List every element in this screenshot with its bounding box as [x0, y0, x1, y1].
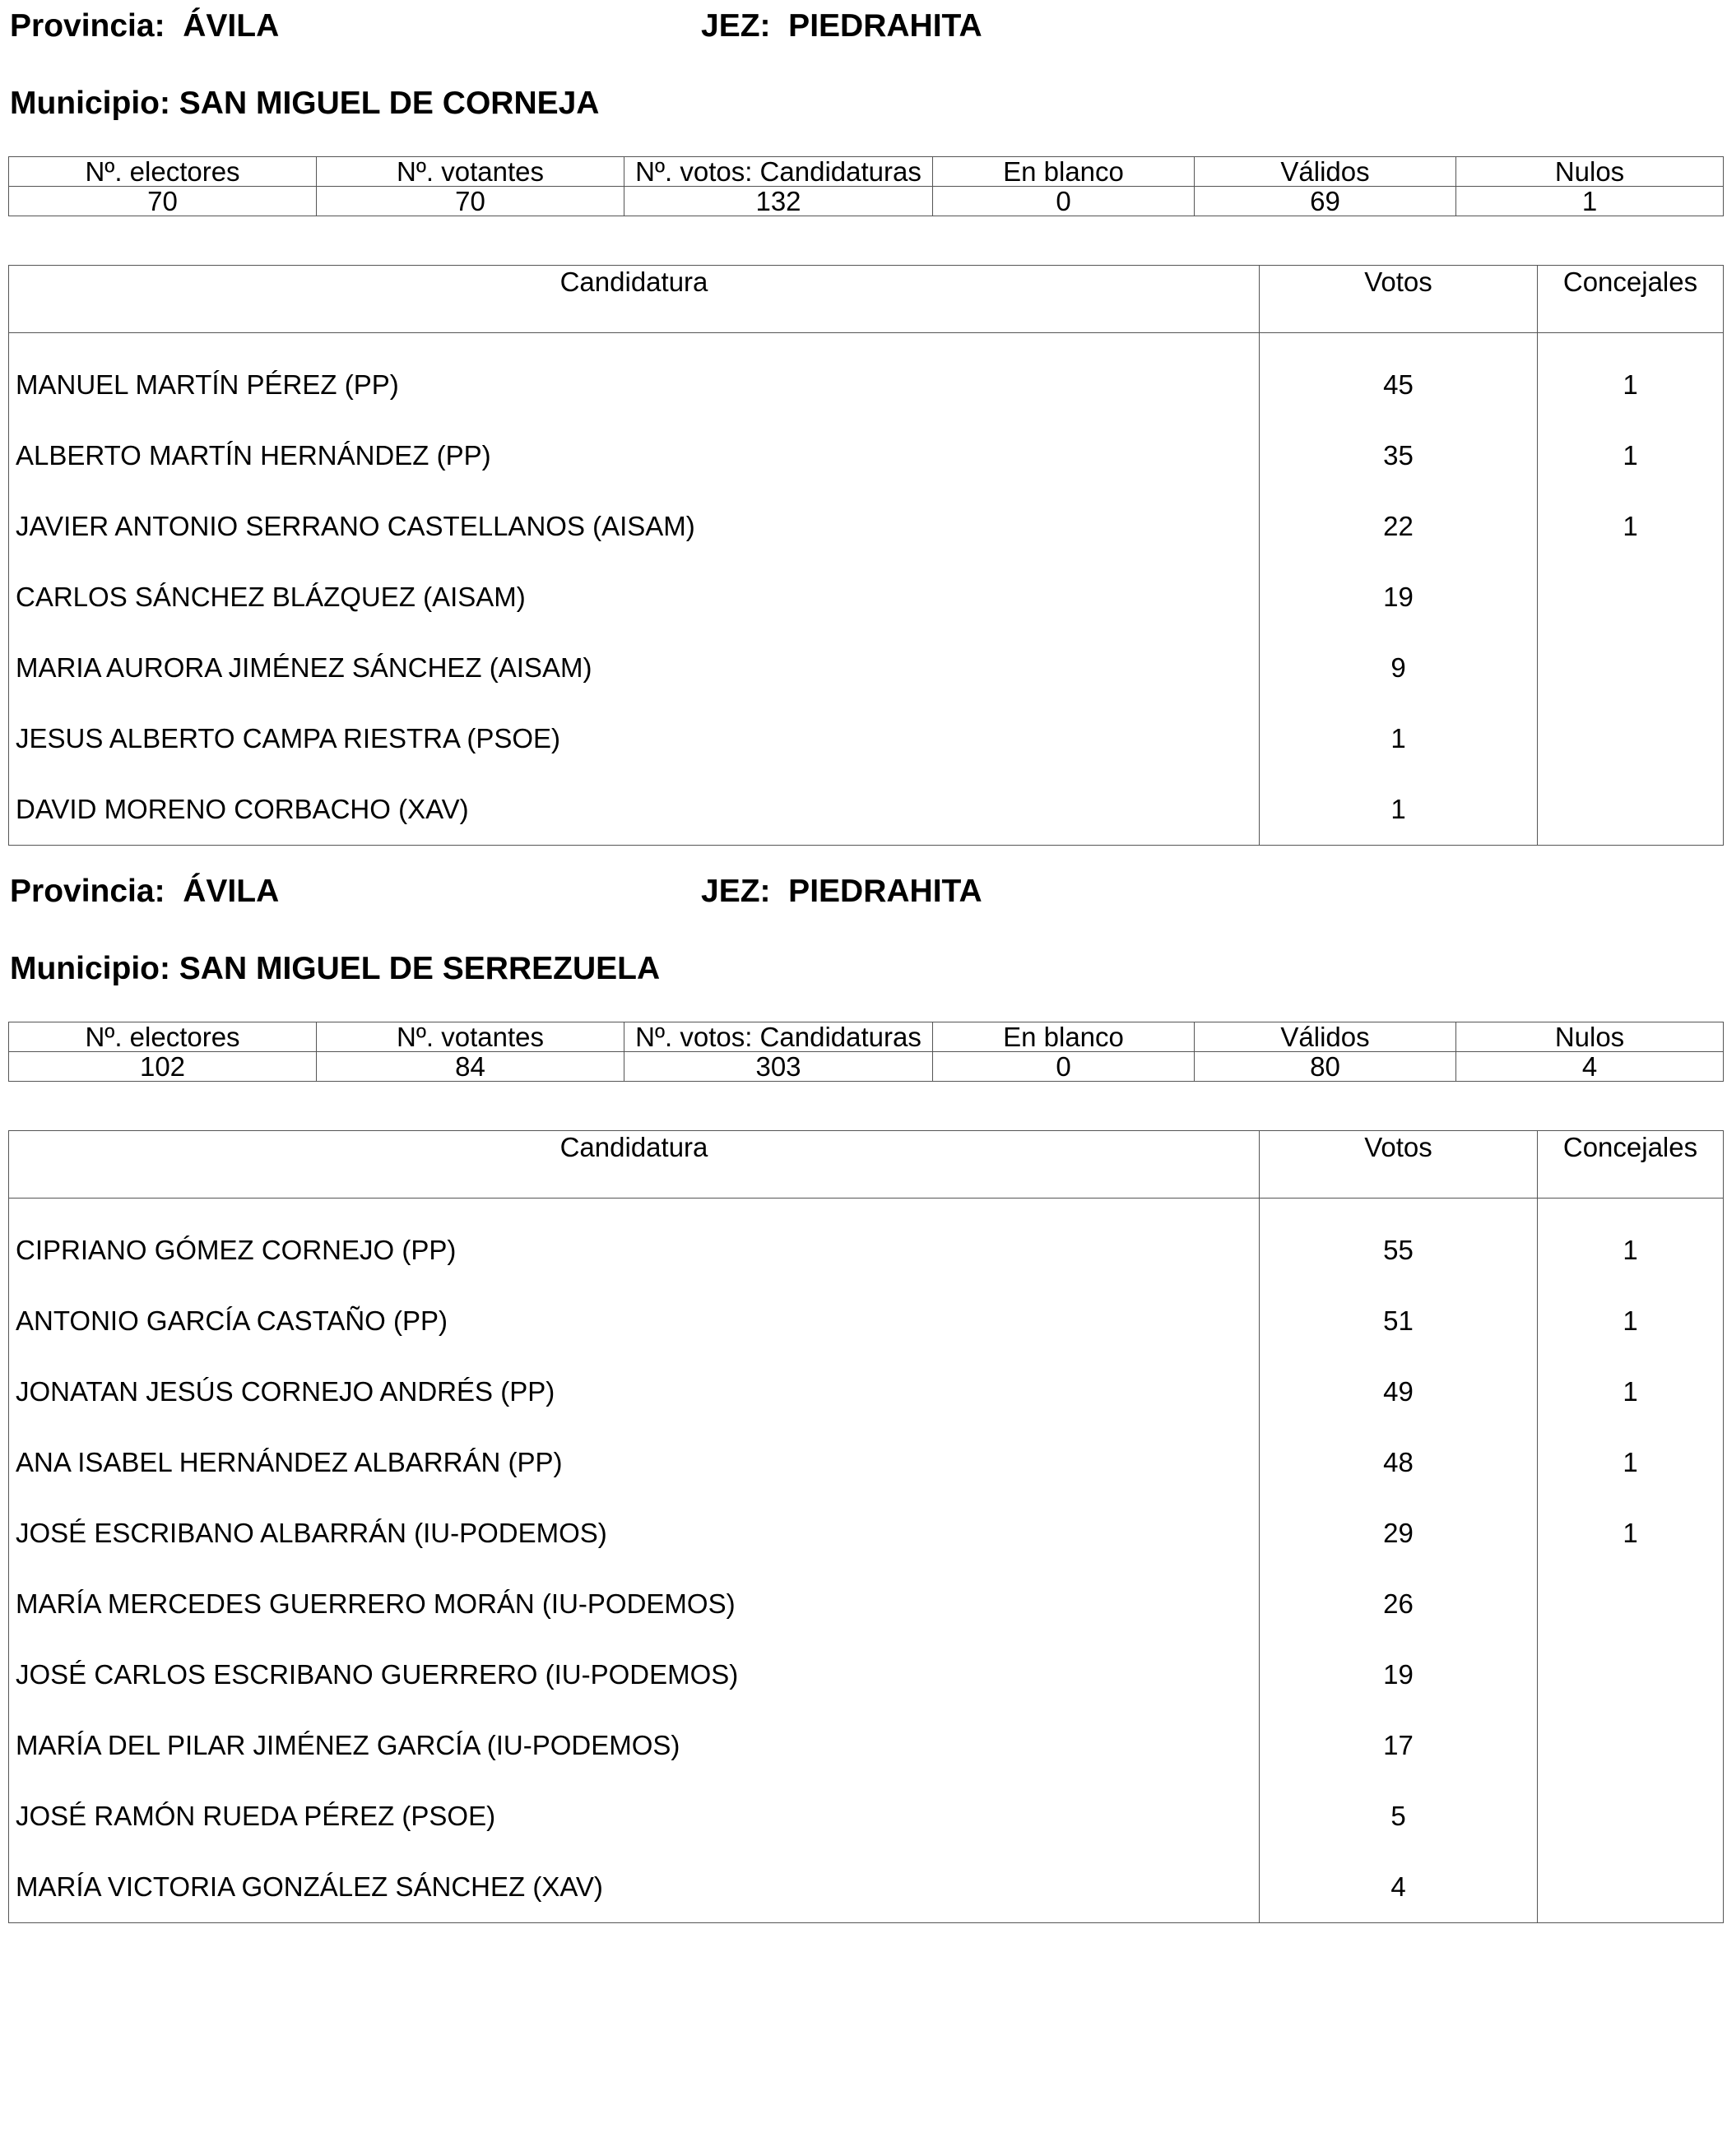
- candidate-seats: 1: [1538, 333, 1724, 421]
- header-nulos: Nulos: [1456, 157, 1724, 187]
- header-votantes: Nº. votantes: [317, 157, 624, 187]
- value-votos-candidaturas: 132: [624, 187, 933, 216]
- candidate-votes: 48: [1260, 1427, 1538, 1498]
- summary-value-row: [9, 187, 1724, 216]
- candidate-votes: 35: [1260, 420, 1538, 491]
- provincia-label: Provincia: ÁVILA: [10, 874, 280, 909]
- table-row: [9, 1286, 1724, 1356]
- provincia-label: Provincia: ÁVILA: [10, 8, 280, 44]
- candidate-seats: [1538, 774, 1724, 846]
- candidate-seats: [1538, 1639, 1724, 1710]
- jez-label: JEZ: PIEDRAHITA: [701, 874, 982, 909]
- value-nulos: 1: [1456, 187, 1724, 216]
- header-electores: Nº. electores: [9, 157, 317, 187]
- table-row: [9, 774, 1724, 846]
- header-votos: Votos: [1260, 266, 1538, 333]
- candidate-votes: 9: [1260, 633, 1538, 703]
- value-en-blanco: 0: [933, 187, 1195, 216]
- candidate-name: MARÍA VICTORIA GONZÁLEZ SÁNCHEZ (XAV): [9, 1852, 1260, 1923]
- value-votos-candidaturas: 303: [624, 1052, 933, 1082]
- table-row: [9, 1852, 1724, 1923]
- candidates-table: [8, 265, 1724, 846]
- header-concejales: Concejales: [1538, 266, 1724, 333]
- header-concejales: Concejales: [1538, 1131, 1724, 1199]
- candidate-seats: 1: [1538, 1286, 1724, 1356]
- candidate-seats: [1538, 1710, 1724, 1781]
- candidate-name: MANUEL MARTÍN PÉREZ (PP): [9, 333, 1260, 421]
- value-validos: 69: [1195, 187, 1456, 216]
- table-row: [9, 420, 1724, 491]
- candidate-name: ALBERTO MARTÍN HERNÁNDEZ (PP): [9, 420, 1260, 491]
- candidate-name: JAVIER ANTONIO SERRANO CASTELLANOS (AISAM): [9, 491, 1260, 562]
- table-row: [9, 1356, 1724, 1427]
- value-votantes: 70: [317, 187, 624, 216]
- candidate-votes: 17: [1260, 1710, 1538, 1781]
- candidate-votes: 45: [1260, 333, 1538, 421]
- value-nulos: 4: [1456, 1052, 1724, 1082]
- candidate-votes: 19: [1260, 1639, 1538, 1710]
- jez-label: JEZ: PIEDRAHITA: [701, 8, 982, 44]
- candidate-seats: 1: [1538, 1427, 1724, 1498]
- candidate-votes: 22: [1260, 491, 1538, 562]
- candidate-seats: 1: [1538, 420, 1724, 491]
- table-row: [9, 333, 1724, 421]
- candidate-name: JESUS ALBERTO CAMPA RIESTRA (PSOE): [9, 703, 1260, 774]
- table-row: [9, 1569, 1724, 1639]
- header-nulos: Nulos: [1456, 1022, 1724, 1052]
- candidate-votes: 55: [1260, 1199, 1538, 1287]
- candidate-seats: [1538, 1852, 1724, 1923]
- candidate-name: MARIA AURORA JIMÉNEZ SÁNCHEZ (AISAM): [9, 633, 1260, 703]
- summary-table: [8, 1022, 1724, 1082]
- candidates-table: [8, 1130, 1724, 1923]
- table-row: [9, 1710, 1724, 1781]
- table-row: [9, 1498, 1724, 1569]
- candidate-name: JONATAN JESÚS CORNEJO ANDRÉS (PP): [9, 1356, 1260, 1427]
- candidate-name: CARLOS SÁNCHEZ BLÁZQUEZ (AISAM): [9, 562, 1260, 633]
- summary-header-row: [9, 157, 1724, 187]
- candidate-votes: 49: [1260, 1356, 1538, 1427]
- candidate-seats: [1538, 1569, 1724, 1639]
- candidate-seats: [1538, 562, 1724, 633]
- candidate-name: DAVID MORENO CORBACHO (XAV): [9, 774, 1260, 846]
- candidate-name: JOSÉ RAMÓN RUEDA PÉREZ (PSOE): [9, 1781, 1260, 1852]
- table-row: [9, 1199, 1724, 1287]
- table-row: [9, 1639, 1724, 1710]
- table-row: [9, 1781, 1724, 1852]
- candidate-name: CIPRIANO GÓMEZ CORNEJO (PP): [9, 1199, 1260, 1287]
- header-en-blanco: En blanco: [933, 157, 1195, 187]
- value-votantes: 84: [317, 1052, 624, 1082]
- candidate-votes: 5: [1260, 1781, 1538, 1852]
- municipio-label: Municipio: SAN MIGUEL DE CORNEJA: [10, 86, 600, 121]
- summary-value-row: [9, 1052, 1724, 1082]
- candidate-name: MARÍA MERCEDES GUERRERO MORÁN (IU-PODEMOS): [9, 1569, 1260, 1639]
- candidate-name: JOSÉ CARLOS ESCRIBANO GUERRERO (IU-PODEMOS): [9, 1639, 1260, 1710]
- candidate-votes: 26: [1260, 1569, 1538, 1639]
- candidate-seats: [1538, 1781, 1724, 1852]
- candidate-seats: 1: [1538, 1199, 1724, 1287]
- header-votos: Votos: [1260, 1131, 1538, 1199]
- table-row: [9, 1427, 1724, 1498]
- header-votos-candidaturas: Nº. votos: Candidaturas: [624, 1022, 933, 1052]
- header-validos: Válidos: [1195, 1022, 1456, 1052]
- candidate-votes: 51: [1260, 1286, 1538, 1356]
- candidate-votes: 1: [1260, 774, 1538, 846]
- candidate-votes: 4: [1260, 1852, 1538, 1923]
- candidate-name: MARÍA DEL PILAR JIMÉNEZ GARCÍA (IU-PODEMOS): [9, 1710, 1260, 1781]
- header-electores: Nº. electores: [9, 1022, 317, 1052]
- candidate-seats: [1538, 703, 1724, 774]
- header-votos-candidaturas: Nº. votos: Candidaturas: [624, 157, 933, 187]
- candidate-name: ANTONIO GARCÍA CASTAÑO (PP): [9, 1286, 1260, 1356]
- header-en-blanco: En blanco: [933, 1022, 1195, 1052]
- candidate-seats: [1538, 633, 1724, 703]
- candidates-header-row: [9, 1131, 1724, 1199]
- candidate-votes: 1: [1260, 703, 1538, 774]
- summary-table: [8, 156, 1724, 216]
- table-row: [9, 562, 1724, 633]
- candidate-votes: 29: [1260, 1498, 1538, 1569]
- header-validos: Válidos: [1195, 157, 1456, 187]
- value-electores: 102: [9, 1052, 317, 1082]
- candidate-seats: 1: [1538, 491, 1724, 562]
- table-row: [9, 703, 1724, 774]
- header-candidatura: Candidatura: [9, 1131, 1260, 1199]
- candidates-header-row: [9, 266, 1724, 333]
- value-en-blanco: 0: [933, 1052, 1195, 1082]
- header-candidatura: Candidatura: [9, 266, 1260, 333]
- value-validos: 80: [1195, 1052, 1456, 1082]
- municipio-label: Municipio: SAN MIGUEL DE SERREZUELA: [10, 951, 661, 986]
- candidate-votes: 19: [1260, 562, 1538, 633]
- summary-header-row: [9, 1022, 1724, 1052]
- table-row: [9, 633, 1724, 703]
- value-electores: 70: [9, 187, 317, 216]
- table-row: [9, 491, 1724, 562]
- candidate-name: JOSÉ ESCRIBANO ALBARRÁN (IU-PODEMOS): [9, 1498, 1260, 1569]
- candidate-seats: 1: [1538, 1356, 1724, 1427]
- candidate-seats: 1: [1538, 1498, 1724, 1569]
- candidate-name: ANA ISABEL HERNÁNDEZ ALBARRÁN (PP): [9, 1427, 1260, 1498]
- header-votantes: Nº. votantes: [317, 1022, 624, 1052]
